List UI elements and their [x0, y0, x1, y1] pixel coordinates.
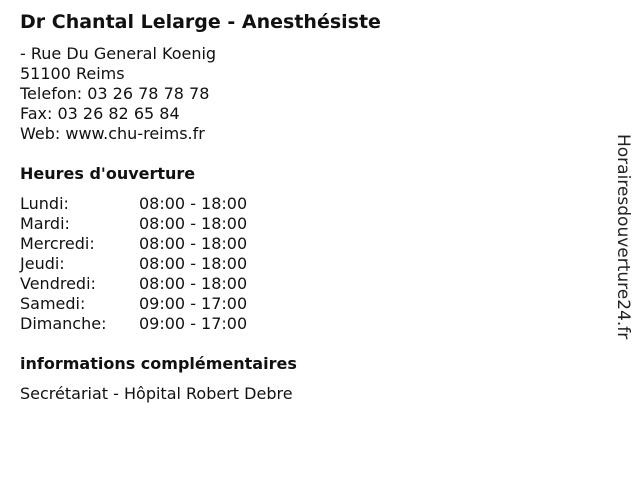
hours-row-dimanche: [20, 314, 247, 334]
web-line: Web: www.chu-reims.fr: [20, 124, 205, 143]
info-text: Secrétariat - Hôpital Robert Debre: [20, 384, 293, 403]
hours-row-mardi: [20, 214, 247, 234]
time-range: 08:00 - 18:00: [139, 214, 248, 233]
hours-row-mercredi: [20, 234, 247, 254]
brand-watermark: Horairesdouverture24.fr: [613, 134, 633, 340]
time-range: 09:00 - 17:00: [139, 294, 248, 313]
hours-table: [20, 194, 247, 334]
hours-row-lundi: [20, 194, 247, 214]
street-line: - Rue Du General Koenig: [20, 44, 217, 63]
hours-heading: Heures d'ouverture: [20, 164, 196, 183]
hours-row-samedi: [20, 294, 247, 314]
city-line: 51100 Reims: [20, 64, 125, 83]
time-range: 08:00 - 18:00: [139, 274, 248, 293]
day-label: Dimanche:: [20, 314, 107, 333]
day-label: Lundi:: [20, 194, 69, 213]
page-title: Dr Chantal Lelarge - Anesthésiste: [20, 11, 381, 33]
day-label: Samedi:: [20, 294, 86, 313]
time-range: 08:00 - 18:00: [139, 194, 248, 213]
hours-row-jeudi: [20, 254, 247, 274]
phone-line: Telefon: 03 26 78 78 78: [20, 84, 210, 103]
day-label: Mercredi:: [20, 234, 95, 253]
day-label: Jeudi:: [20, 254, 65, 273]
fax-line: Fax: 03 26 82 65 84: [20, 104, 180, 123]
info-heading: informations complémentaires: [20, 354, 297, 373]
address-block: [20, 44, 216, 144]
time-range: 09:00 - 17:00: [139, 314, 248, 333]
time-range: 08:00 - 18:00: [139, 234, 248, 253]
day-label: Vendredi:: [20, 274, 96, 293]
hours-row-vendredi: [20, 274, 247, 294]
time-range: 08:00 - 18:00: [139, 254, 248, 273]
day-label: Mardi:: [20, 214, 70, 233]
